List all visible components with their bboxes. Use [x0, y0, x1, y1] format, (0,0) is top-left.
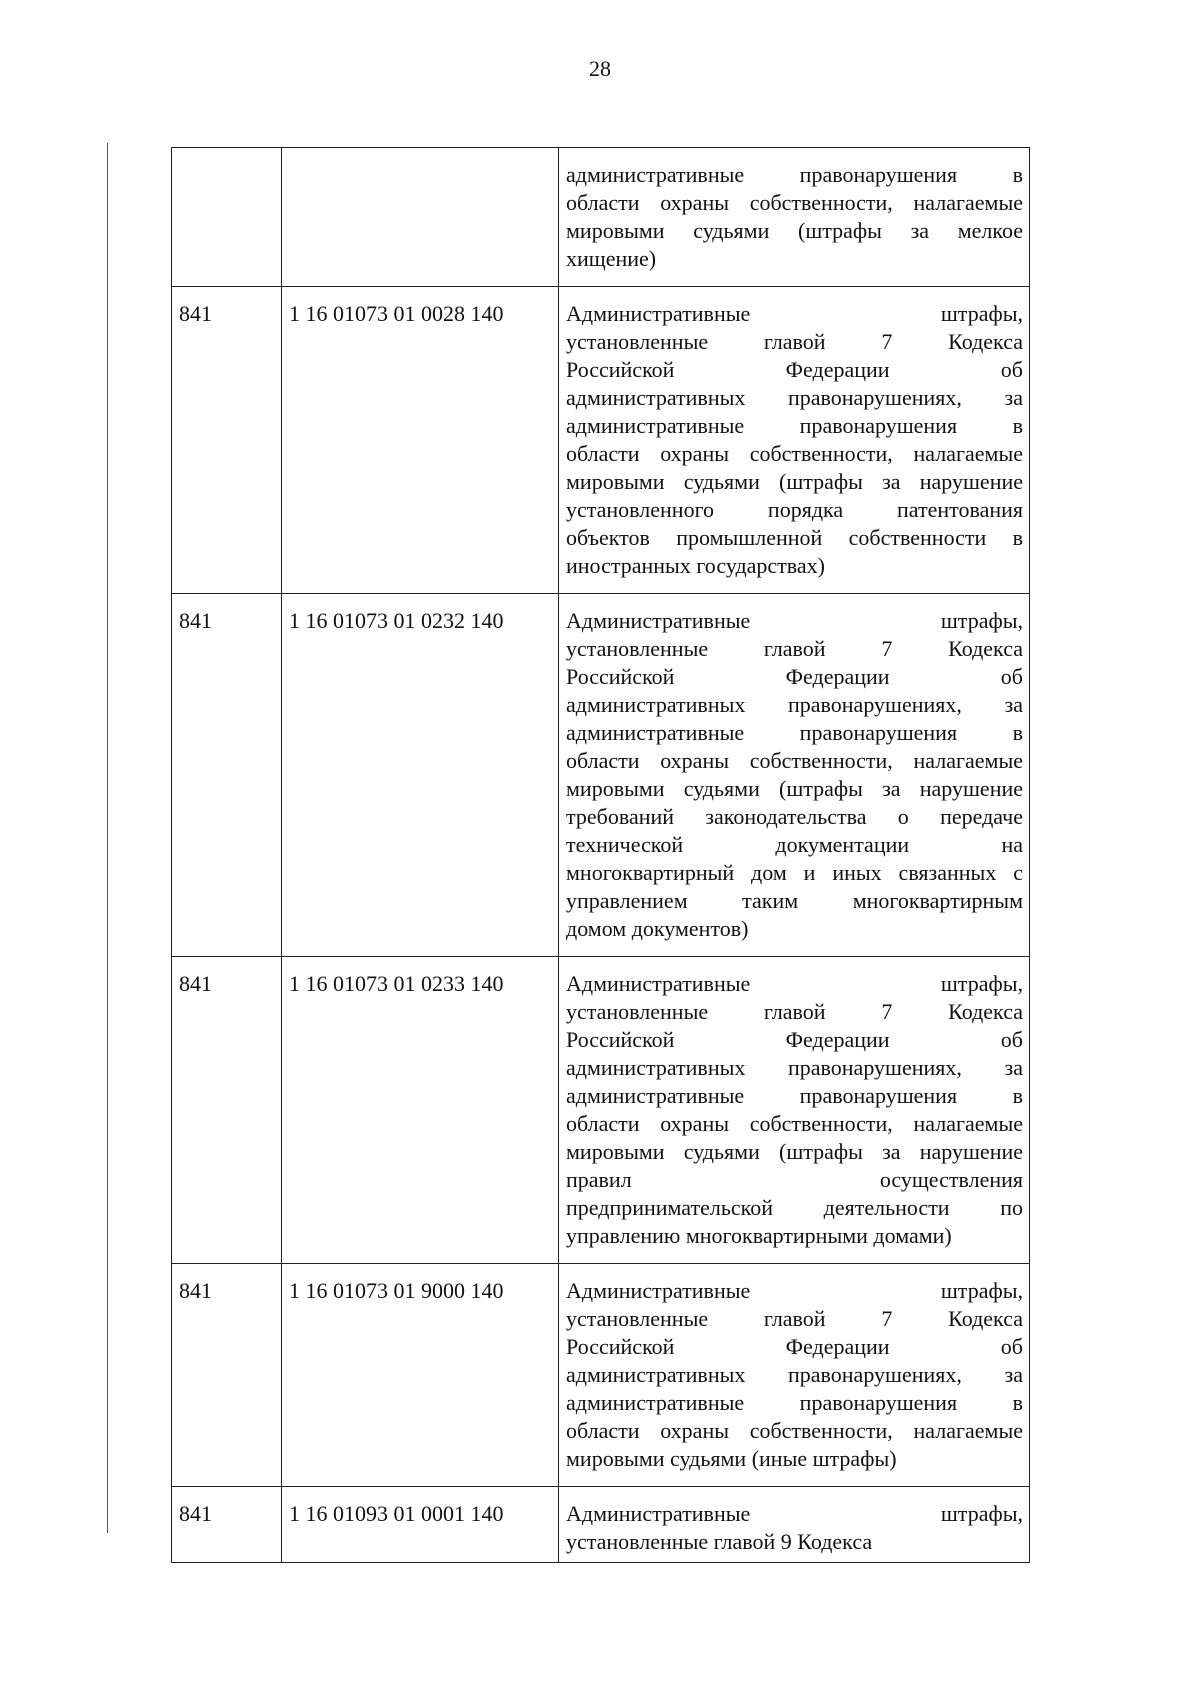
kbk-code-cell	[282, 148, 559, 287]
description-line: административные правонарушения в	[566, 1083, 1023, 1108]
description-line: административных правонарушениях, за	[566, 1362, 1023, 1387]
description-line: установленные главой 7 Кодекса	[566, 636, 1023, 661]
admin-code-cell: 841	[172, 1487, 282, 1563]
description-line: иностранных государствах)	[566, 553, 825, 578]
description-line: области охраны собственности, налагаемые	[566, 748, 1023, 773]
description-line: административных правонарушениях, за	[566, 692, 1023, 717]
page-number: 28	[589, 56, 611, 81]
description-line: установленные главой 7 Кодекса	[566, 329, 1023, 354]
kbk-code-cell: 1 16 01073 01 0232 140	[282, 594, 559, 957]
description-cell	[559, 287, 1030, 594]
description-line: мировыми судьями (штрафы за нарушение	[566, 776, 1023, 801]
table-row	[172, 957, 1030, 1264]
description-line: административные правонарушения в	[566, 720, 1023, 745]
description-line: мировыми судьями (иные штрафы)	[566, 1446, 897, 1471]
kbk-code-cell: 1 16 01093 01 0001 140	[282, 1487, 559, 1563]
margin-line	[107, 143, 108, 1533]
description-line: домом документов)	[566, 916, 749, 941]
description-line: требований законодательства о передаче	[566, 804, 1023, 829]
description-cell	[559, 1487, 1030, 1563]
admin-code-cell: 841	[172, 594, 282, 957]
description-line: Административные штрафы,	[566, 1278, 1023, 1303]
kbk-code-cell: 1 16 01073 01 9000 140	[282, 1264, 559, 1487]
description-cell	[559, 1264, 1030, 1487]
description-line: области охраны собственности, налагаемые	[566, 441, 1023, 466]
description-cell	[559, 594, 1030, 957]
description-line: Российской Федерации об	[566, 664, 1023, 689]
description-line: установленные главой 7 Кодекса	[566, 1306, 1023, 1331]
description-line: Административные штрафы,	[566, 971, 1023, 996]
description-line: Административные штрафы,	[566, 1501, 1023, 1526]
table-row	[172, 287, 1030, 594]
description-line: объектов промышленной собственности в	[566, 525, 1023, 550]
description-line: области охраны собственности, налагаемые	[566, 1418, 1023, 1443]
table-body	[172, 148, 1030, 1563]
description-line: мировыми судьями (штрафы за нарушение	[566, 1139, 1023, 1164]
description-cell	[559, 148, 1030, 287]
description-line: технической документации на	[566, 832, 1023, 857]
description-line: административных правонарушениях, за	[566, 1055, 1023, 1080]
table-row	[172, 594, 1030, 957]
description-line: области охраны собственности, налагаемые	[566, 190, 1023, 215]
description-line: административных правонарушениях, за	[566, 385, 1023, 410]
description-cell	[559, 957, 1030, 1264]
description-line: многоквартирный дом и иных связанных с	[566, 860, 1023, 885]
description-line: установленные главой 9 Кодекса	[566, 1529, 873, 1554]
description-line: установленные главой 7 Кодекса	[566, 999, 1023, 1024]
admin-code-cell: 841	[172, 1264, 282, 1487]
description-line: управлению многоквартирными домами)	[566, 1223, 952, 1248]
description-line: Российской Федерации об	[566, 1334, 1023, 1359]
description-line: управлением таким многоквартирным	[566, 888, 1023, 913]
description-line: мировыми судьями (штрафы за мелкое	[566, 218, 1023, 243]
description-line: административные правонарушения в	[566, 162, 1023, 187]
description-line: Административные штрафы,	[566, 301, 1023, 326]
admin-code-cell	[172, 148, 282, 287]
admin-code-cell: 841	[172, 287, 282, 594]
description-line: области охраны собственности, налагаемые	[566, 1111, 1023, 1136]
description-line: Российской Федерации об	[566, 1027, 1023, 1052]
admin-code-cell: 841	[172, 957, 282, 1264]
description-line: административные правонарушения в	[566, 413, 1023, 438]
description-line: хищение)	[566, 246, 657, 271]
description-line: Российской Федерации об	[566, 357, 1023, 382]
table-row	[172, 1264, 1030, 1487]
description-line: административные правонарушения в	[566, 1390, 1023, 1415]
description-line: установленного порядка патентования	[566, 497, 1023, 522]
kbk-code-cell: 1 16 01073 01 0028 140	[282, 287, 559, 594]
description-line: предпринимательской деятельности по	[566, 1195, 1023, 1220]
description-line: правил осуществления	[566, 1167, 1023, 1192]
table-row	[172, 148, 1030, 287]
kbk-code-cell: 1 16 01073 01 0233 140	[282, 957, 559, 1264]
description-line: Административные штрафы,	[566, 608, 1023, 633]
budget-codes-table	[171, 147, 1030, 1563]
description-line: мировыми судьями (штрафы за нарушение	[566, 469, 1023, 494]
table-row	[172, 1487, 1030, 1563]
